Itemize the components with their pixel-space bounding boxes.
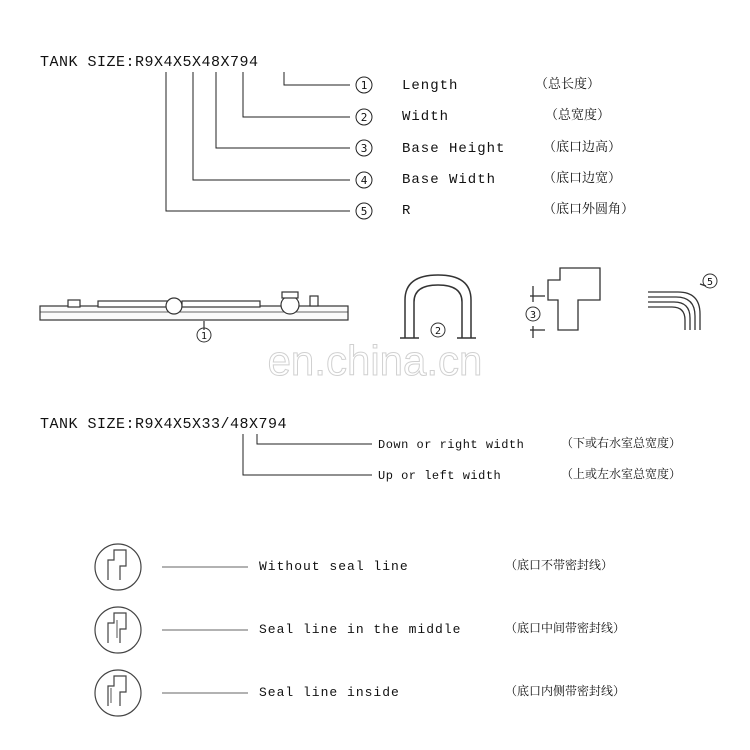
legend-cn-1: （总长度）: [535, 77, 601, 92]
legend-cn-3: （底口边高）: [543, 140, 622, 155]
seal-type-row-1: [95, 544, 613, 590]
legend-label-1: Length: [402, 78, 459, 94]
seal-icon-middle: [95, 607, 141, 653]
seal-label-3: Seal line inside: [259, 685, 400, 700]
legend-cn-2: （总宽度）: [545, 108, 611, 123]
legend-marker-1-num: 1: [360, 79, 368, 92]
legend-label-2: Width: [402, 109, 450, 125]
legend-row-1: [356, 76, 600, 94]
down-width-label: Down or right width: [378, 438, 525, 452]
seal-cn-2: （底口中间带密封线）: [505, 621, 626, 635]
legend-marker-4-num: 4: [360, 174, 368, 187]
legend-label-3: Base Height: [402, 141, 506, 157]
section2-title: TANK SIZE:R9X4X5X33/48X794: [40, 416, 288, 433]
tank-side-view: [40, 292, 348, 330]
legend-row-3: [356, 139, 621, 157]
seal-icon-inside: [95, 670, 141, 716]
leader-lines: [166, 72, 350, 211]
seal-label-2: Seal line in the middle: [259, 622, 462, 637]
legend-label-5: R: [402, 203, 412, 219]
seal-cn-1: （底口不带密封线）: [505, 558, 614, 572]
down-width-cn: （下或右水室总宽度）: [561, 436, 682, 450]
section1-title: TANK SIZE:R9X4X5X48X794: [40, 54, 259, 71]
legend-row-4: [356, 170, 621, 188]
seal-type-row-3: [95, 670, 625, 716]
arch-marker-2-num: 2: [434, 326, 442, 337]
legend-marker-5-num: 5: [360, 205, 368, 218]
seal-cn-3: （底口内侧带密封线）: [505, 684, 626, 698]
base-height-detail: [530, 268, 600, 338]
legend-marker-2-num: 2: [360, 111, 368, 124]
watermark: en.china.cn: [267, 337, 483, 384]
seal-label-1: Without seal line: [259, 559, 409, 574]
up-width-label: Up or left width: [378, 469, 502, 483]
up-width-cn: （上或左水室总宽度）: [561, 467, 682, 481]
legend-row-2: [356, 107, 610, 125]
seal-icon-none: [95, 544, 141, 590]
legend-cn-5: （底口外圆角）: [543, 202, 635, 217]
base-marker-3-num: 3: [529, 310, 537, 321]
corner-radius-detail: [648, 284, 706, 330]
legend-marker-3-num: 3: [360, 142, 368, 155]
legend-label-4: Base Width: [402, 172, 497, 188]
seal-type-row-2: [95, 607, 625, 653]
legend-row-5: [356, 201, 634, 219]
section2-leader-lines: [243, 434, 372, 475]
legend-cn-4: （底口边宽）: [543, 171, 622, 186]
tank-marker-1-num: 1: [200, 331, 208, 342]
corner-marker-5-num: 5: [706, 277, 714, 288]
